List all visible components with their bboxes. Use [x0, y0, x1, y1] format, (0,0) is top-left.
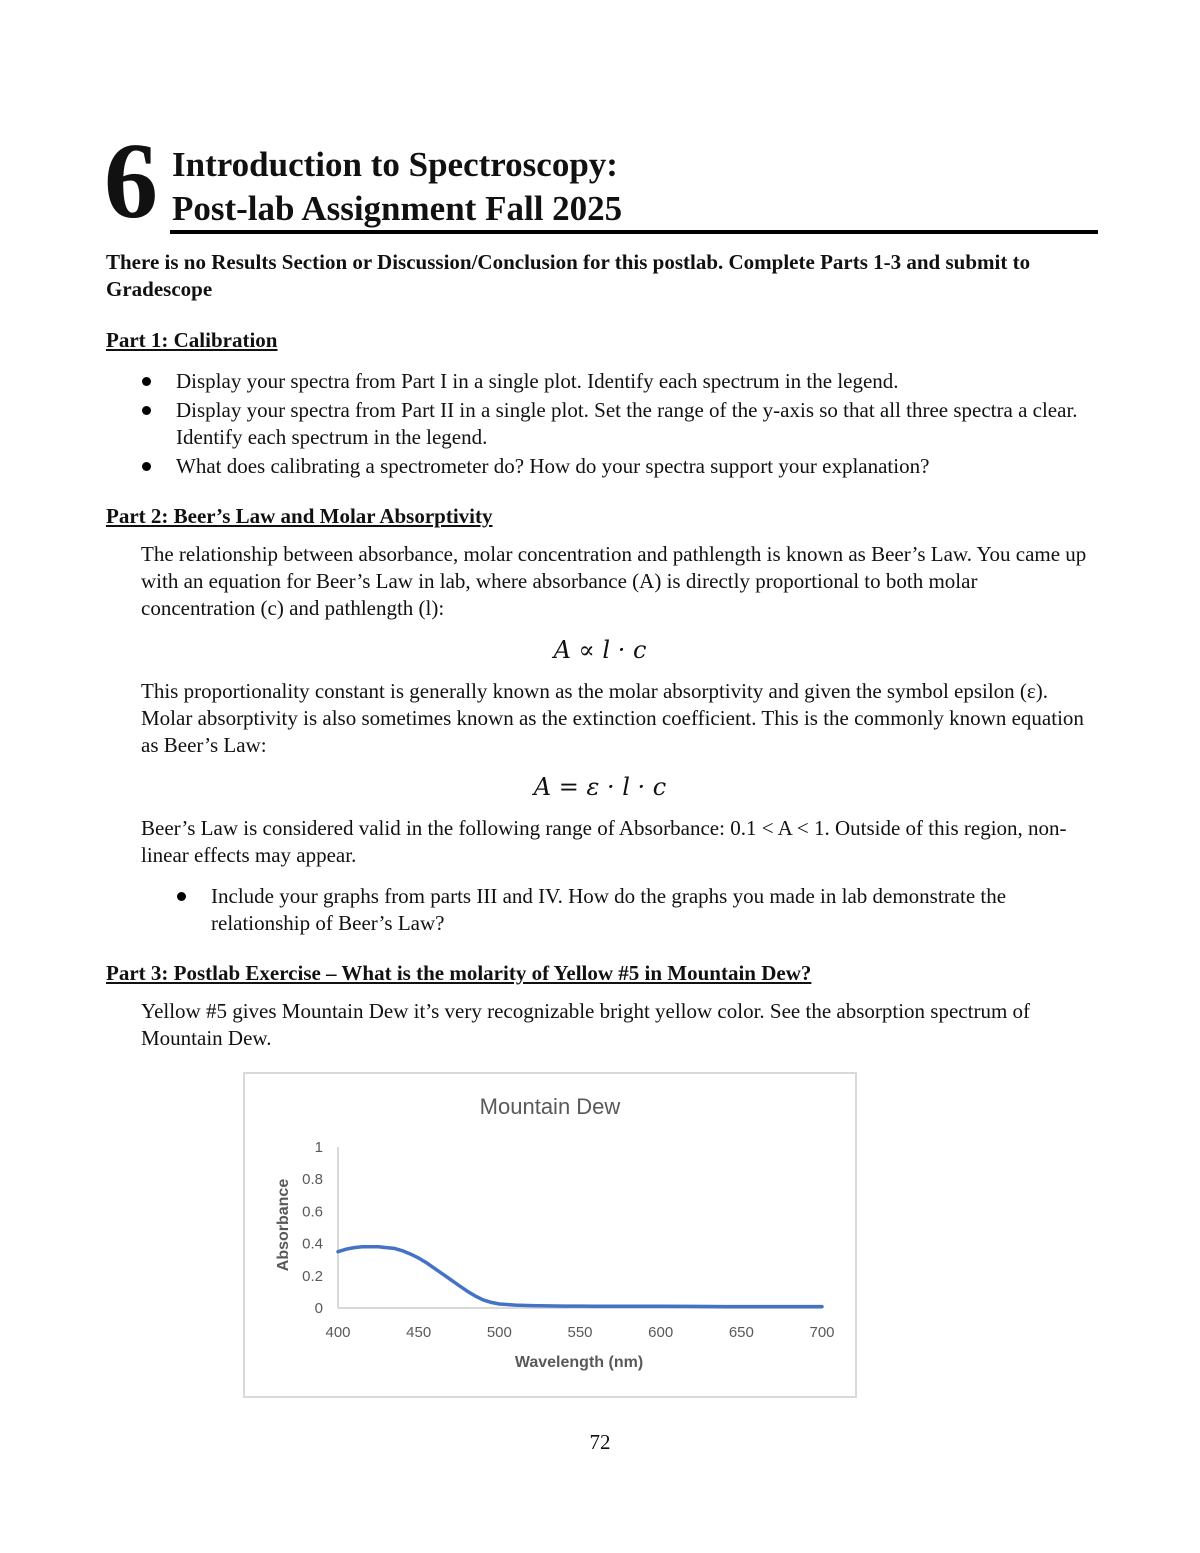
part1-heading: Part 1: Calibration — [106, 328, 278, 352]
chart-axes — [338, 1147, 822, 1308]
series-line-mountain-dew — [338, 1247, 822, 1307]
list-item: Display your spectra from Part I in a single plot. Identify each spectrum in the legend. — [142, 368, 1082, 395]
y-tick-label: 0.8 — [302, 1171, 323, 1189]
y-tick-label: 0.2 — [302, 1267, 323, 1285]
y-tick-label: 1 — [314, 1139, 323, 1156]
part2-heading: Part 2: Beer’s Law and Molar Absorptivity — [106, 504, 493, 528]
bullet-icon — [142, 406, 151, 415]
x-tick-label: 400 — [325, 1324, 351, 1341]
bullet-icon — [142, 462, 151, 471]
equation-proportional: A ∝ l · c — [553, 636, 647, 664]
list-item: What does calibrating a spectrometer do? How do your spectra support your explanation? — [142, 453, 1082, 480]
title-underline — [170, 230, 1098, 234]
chapter-title — [172, 143, 622, 231]
chapter-title-line-2: Post-lab Assignment Fall 2025 — [172, 189, 623, 228]
x-tick-label: 600 — [648, 1324, 674, 1341]
x-tick-label: 550 — [567, 1324, 593, 1341]
y-tick-label: 0.6 — [302, 1203, 323, 1221]
part2-paragraph-3: Beer’s Law is considered valid in the following range of Absorbance: 0.1 < A < 1. Outside of this region, non-linear effects may appear. — [141, 816, 1067, 867]
x-tick-label: 700 — [809, 1324, 835, 1341]
x-axis-label: Wavelength (nm) — [514, 1354, 644, 1371]
part2-paragraph-2: This proportionality constant is generally known as the molar absorptivity and given the symbol epsilon (ε). Molar absorptivity is also sometimes known as the extinction coefficient. This is the commonly known equation as Beer’s Law: — [141, 679, 1084, 757]
chart-ticks — [302, 1139, 834, 1341]
x-tick-label: 450 — [406, 1324, 432, 1341]
intro-instructions: There is no Results Section or Discussion/Conclusion for this postlab. Complete Parts 1-3 and submit to Gradescope — [106, 250, 1031, 301]
part2-paragraph-1: The relationship between absorbance, molar concentration and pathlength is known as Beer’s Law. You came up with an equation for Beer’s Law in lab, where absorbance (A) is directly proportional to both molar concentration (c) and pathlength (l): — [141, 542, 1087, 620]
part2-bullet-list — [177, 883, 1082, 939]
bullet-icon — [177, 892, 186, 901]
y-axis-label: Absorbance — [275, 1178, 292, 1272]
mountain-dew-chart — [243, 1072, 857, 1398]
chapter-title-line-1: Introduction to Spectroscopy: — [172, 145, 618, 184]
equation-beers-law: A = ε · l · c — [533, 773, 667, 801]
y-tick-label: 0 — [314, 1300, 323, 1317]
chapter-number: 6 — [104, 122, 158, 241]
chart-svg — [245, 1074, 855, 1396]
x-tick-label: 500 — [486, 1324, 512, 1341]
y-tick-label: 0.4 — [302, 1235, 323, 1253]
page-number: 72 — [589, 1430, 611, 1454]
x-tick-label: 650 — [728, 1324, 754, 1341]
chart-series — [338, 1247, 822, 1307]
list-item: Include your graphs from parts III and IV. How do the graphs you made in lab demonstrate the relationship of Beer’s Law? — [177, 883, 1082, 937]
chart-title: Mountain Dew — [479, 1094, 621, 1119]
part3-heading: Part 3: Postlab Exercise – What is the molarity of Yellow #5 in Mountain Dew? — [106, 961, 812, 985]
part3-paragraph-1: Yellow #5 gives Mountain Dew it’s very recognizable bright yellow color. See the absorption spectrum of Mountain Dew. — [141, 999, 1031, 1050]
bullet-icon — [142, 377, 151, 386]
part1-bullet-list — [142, 368, 1082, 482]
list-item: Display your spectra from Part II in a single plot. Set the range of the y-axis so that all three spectra a clear. Identify each spectrum in the legend. — [142, 397, 1082, 451]
